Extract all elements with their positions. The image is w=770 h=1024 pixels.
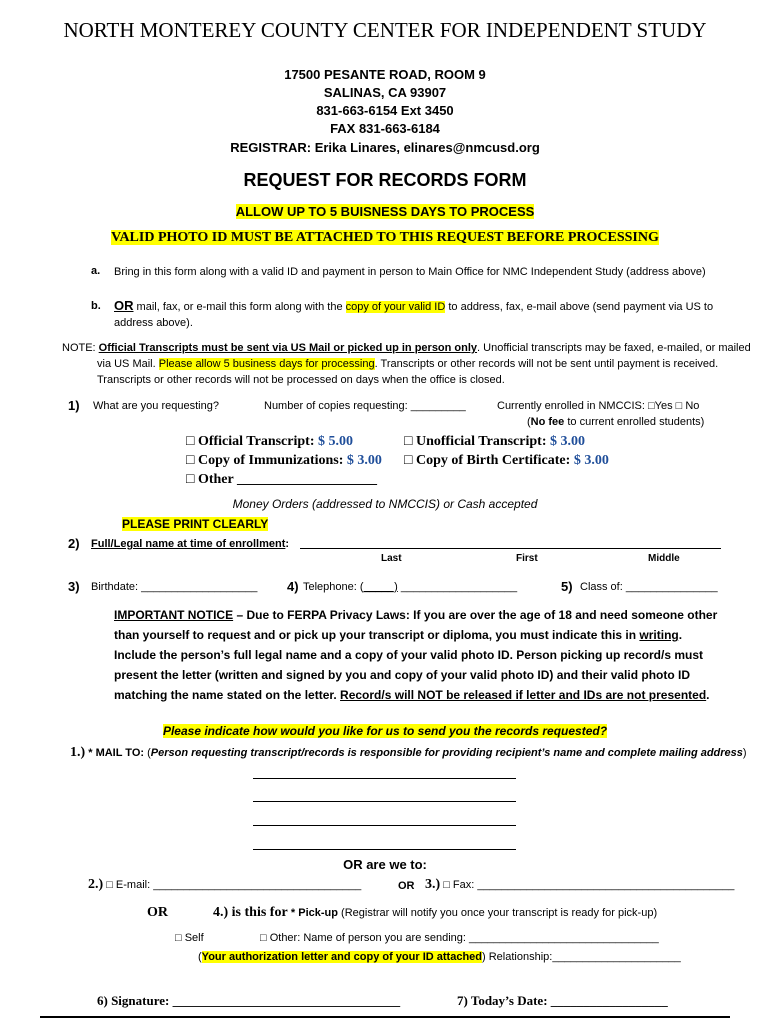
five-days-highlight: Please allow 5 business days for processing bbox=[158, 358, 375, 370]
last-name-caption: Last bbox=[381, 553, 402, 564]
mail-address-line-2[interactable] bbox=[253, 801, 516, 802]
allow-days-text: ALLOW UP TO 5 BUISNESS DAYS TO PROCESS bbox=[235, 204, 535, 219]
address-line-1: 17500 PESANTE ROAD, ROOM 9 bbox=[284, 67, 486, 82]
class-of-field[interactable]: Class of: _______________ bbox=[580, 581, 718, 593]
mail-address-line-1[interactable] bbox=[253, 778, 516, 779]
release-warning: Record/s will NOT be released if letter and IDs are not presented bbox=[340, 688, 707, 702]
instruction-a-marker: a. bbox=[91, 265, 101, 277]
photo-id-text: VALID PHOTO ID MUST BE ATTACHED TO THIS REQUEST BEFORE PROCESSING bbox=[111, 230, 659, 245]
bottom-rule bbox=[40, 1016, 730, 1018]
q4-number: 4) bbox=[287, 579, 299, 594]
todays-date-field[interactable]: 7) Today’s Date: __________________ bbox=[457, 993, 668, 1008]
fax-line: FAX 831-663-6184 bbox=[330, 121, 440, 136]
email-or: OR bbox=[398, 880, 415, 892]
official-transcript-option[interactable]: □ Official Transcript: $ 5.00 bbox=[186, 434, 353, 449]
mail-to-option[interactable]: 1.) * MAIL TO: (Person requesting transcript/records is responsible for providing recipient’s name and complete mailing address) bbox=[70, 745, 747, 760]
print-clearly: PLEASE PRINT CLEARLY bbox=[122, 517, 269, 531]
q1-label: What are you requesting? bbox=[93, 400, 219, 412]
unofficial-price: $ 3.00 bbox=[549, 434, 585, 449]
birth-certificate-option[interactable]: □ Copy of Birth Certificate: $ 3.00 bbox=[404, 453, 609, 468]
registrar-line: REGISTRAR: Erika Linares, elinares@nmcusd.org bbox=[230, 140, 540, 155]
unofficial-transcript-option[interactable]: □ Unofficial Transcript: $ 3.00 bbox=[404, 434, 585, 449]
delivery-question: Please indicate how would you like for us to send you the records requested? bbox=[162, 724, 608, 738]
mail-address-line-3[interactable] bbox=[253, 825, 516, 826]
form-title: REQUEST FOR RECORDS FORM bbox=[243, 170, 527, 190]
pickup-self[interactable]: □ Self bbox=[175, 932, 204, 944]
birth-certificate-price: $ 3.00 bbox=[573, 453, 609, 468]
other-option[interactable]: □ Other ____________________ bbox=[186, 472, 377, 487]
full-name-line[interactable] bbox=[300, 548, 721, 549]
payment-methods: Money Orders (addressed to NMCCIS) or Cash accepted bbox=[232, 497, 538, 511]
q5-number: 5) bbox=[561, 579, 573, 594]
q3-number: 3) bbox=[68, 579, 80, 594]
pickup-or: OR bbox=[147, 905, 168, 920]
instruction-b-or: OR bbox=[114, 298, 134, 313]
middle-name-caption: Middle bbox=[648, 553, 680, 564]
ferpa-notice-title: IMPORTANT NOTICE bbox=[114, 608, 234, 622]
official-price: $ 5.00 bbox=[317, 434, 353, 449]
pickup-other[interactable]: □ Other: Name of person you are sending: _______________________________ bbox=[260, 932, 659, 944]
authorization-highlight: Your authorization letter and copy of your ID attached bbox=[201, 951, 482, 963]
immunizations-price: $ 3.00 bbox=[346, 453, 382, 468]
instruction-b: OR mail, fax, or e-mail this form along with the copy of your valid ID to address, fax, e-mail above (send payment via US to address above). bbox=[114, 298, 714, 329]
immunizations-option[interactable]: □ Copy of Immunizations: $ 3.00 bbox=[186, 453, 382, 468]
email-option[interactable]: 2.) □ E-mail: __________________________________ bbox=[88, 877, 362, 892]
or-are-we-to: OR are we to: bbox=[343, 857, 427, 872]
address-line-2: SALINAS, CA 93907 bbox=[323, 85, 447, 100]
allow-days-notice bbox=[0, 204, 770, 219]
processing-note: NOTE: Official Transcripts must be sent via US Mail or picked up in person only. Unofficial transcripts may be faxed, e-mailed, or mailed via US Mail. Please allow 5 business days for processing. Transcripts or other records will not be sent until payment is received. Transcripts or other records will not be processed on days when the office is closed. bbox=[62, 342, 751, 386]
ferpa-notice: IMPORTANT NOTICE – Due to FERPA Privacy Laws: If you are over the age of 18 and need someone other than yourself to request and or pick up your transcript or diploma, you must indicate this in writing. Include the person’s full legal name and a copy of your valid photo ID. Person picking up record/s must present the letter (written and signed by you and copy of your valid photo ID) and their valid photo ID matching the name stated on the letter. Record/s will NOT be released if letter and IDs are not presented. bbox=[114, 608, 718, 702]
first-name-caption: First bbox=[516, 553, 538, 564]
enrolled-checkboxes[interactable]: Currently enrolled in NMCCIS: □Yes □ No bbox=[497, 400, 700, 412]
delivery-question-wrap bbox=[0, 724, 770, 738]
birthdate-field[interactable]: Birthdate: ___________________ bbox=[91, 581, 258, 593]
authorization-line[interactable]: (Your authorization letter and copy of your ID attached) Relationship:_____________________ bbox=[198, 951, 681, 963]
q2-label: Full/Legal name at time of enrollment: bbox=[91, 538, 290, 550]
mail-address-line-4[interactable] bbox=[253, 849, 516, 850]
q1-number: 1) bbox=[68, 398, 80, 413]
phone-line: 831-663-6154 Ext 3450 bbox=[316, 103, 454, 118]
instruction-b-marker: b. bbox=[91, 300, 101, 312]
telephone-field[interactable]: Telephone: (_____) ___________________ bbox=[303, 581, 518, 593]
instruction-a: Bring in this form along with a valid ID and payment in person to Main Office for NMC Independent Study (address above) bbox=[114, 266, 706, 278]
pickup-option[interactable]: 4.) is this for * Pick-up (Registrar will notify you once your transcript is ready for pick-up) bbox=[213, 905, 658, 920]
school-title: NORTH MONTEREY COUNTY CENTER FOR INDEPENDENT STUDY bbox=[63, 18, 707, 42]
photo-id-notice bbox=[0, 230, 770, 246]
valid-id-highlight: copy of your valid ID bbox=[345, 301, 446, 313]
no-fee-note: (No fee to current enrolled students) bbox=[527, 416, 705, 428]
signature-field[interactable]: 6) Signature: ___________________________________ bbox=[97, 993, 401, 1008]
q2-number: 2) bbox=[68, 536, 80, 551]
fax-option[interactable]: 3.) □ Fax: __________________________________________ bbox=[425, 877, 735, 892]
copies-field[interactable]: Number of copies requesting: _________ bbox=[264, 400, 466, 412]
official-transcript-rule: Official Transcripts must be sent via US Mail or picked up in person only bbox=[98, 342, 478, 354]
